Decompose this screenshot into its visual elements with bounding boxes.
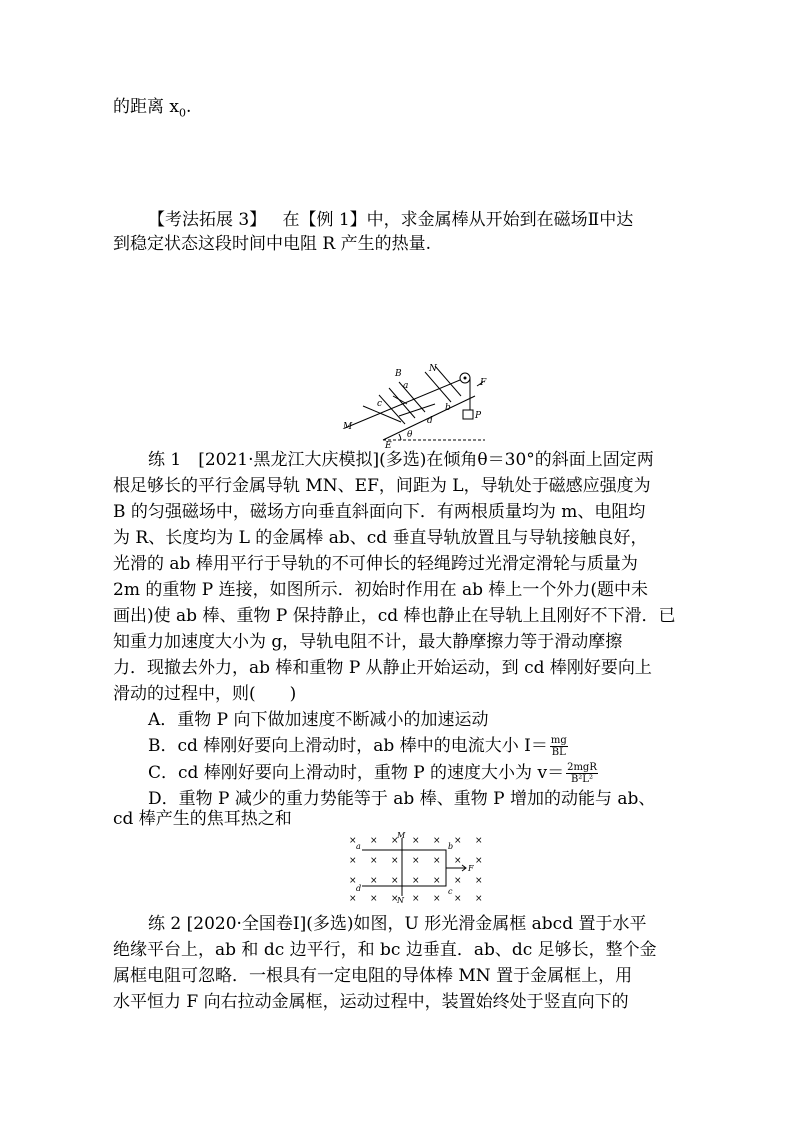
extension3-label: 【考法拓展 3】	[148, 210, 267, 230]
fig2-label-M: M	[397, 831, 406, 840]
fig2-label-c: c	[448, 887, 453, 896]
fig1-label-M: M	[343, 422, 353, 432]
field-cross: ×	[454, 894, 462, 904]
extension3-line2: 到稳定状态这段时间中电阻 R 产生的热量.	[113, 234, 432, 254]
incline-rail-figure	[335, 358, 495, 450]
practice2-line-3: 水平恒力 F 向右拉动金属框，运动过程中，装置始终处于竖直向下的	[113, 992, 629, 1012]
field-cross: ×	[475, 856, 483, 866]
field-cross: ×	[433, 894, 441, 904]
field-cross: ×	[370, 876, 378, 886]
fig1-label-F: F	[480, 378, 487, 388]
option-c-fraction: $\frac{\text{2mgR}}{\text{B²L²}}$	[567, 762, 597, 785]
practice1-line-7: 知重力加速度大小为 g，导轨电阻不计，最大静摩擦力等于滑动摩擦	[113, 632, 623, 652]
field-cross: ×	[454, 856, 462, 866]
intro-line: 的距离 $x_0$.	[113, 97, 192, 120]
field-cross: ×	[349, 894, 357, 904]
field-cross: ×	[433, 856, 441, 866]
field-cross: ×	[412, 894, 420, 904]
fig1-label-B: B	[395, 369, 402, 379]
fig2-label-a: a	[356, 842, 361, 851]
field-cross: ×	[475, 836, 483, 846]
practice2-line-2: 属框电阻可忽略．一根具有一定电阻的导体棒 MN 置于金属框上，用	[113, 966, 633, 986]
option-b: B．cd 棒刚好要向上滑动时，ab 棒中的电流大小 I＝ $\frac{mg}{BL}$	[148, 735, 567, 758]
fig1-label-P: P	[475, 411, 482, 421]
field-cross: ×	[370, 836, 378, 846]
field-cross: ×	[412, 856, 420, 866]
fig1-label-c: c	[377, 399, 383, 409]
fig1-label-a: a	[403, 381, 409, 391]
field-cross: ×	[475, 894, 483, 904]
fig1-label-theta: θ	[407, 430, 413, 440]
practice1-line-4: 光滑的 ab 棒用平行于导轨的不可伸长的轻绳跨过光滑定滑轮与质量为	[113, 554, 638, 574]
field-cross: ×	[433, 836, 441, 846]
fig1-label-b: b	[445, 403, 451, 413]
practice1-line-2: B 的匀强磁场中，磁场方向垂直斜面向下．有两根质量均为 m、电阻均	[113, 502, 646, 522]
u-frame-figure	[340, 828, 490, 904]
field-cross: ×	[391, 836, 399, 846]
field-cross: ×	[475, 876, 483, 886]
fig2-label-N: N	[397, 896, 404, 904]
field-cross: ×	[349, 836, 357, 846]
option-a: A．重物 P 向下做加速度不断减小的加速运动	[148, 710, 489, 730]
option-c: C．cd 棒刚好要向上滑动时，重物 P 的速度大小为 v＝ $\frac{\text{2mgR}}{\text{B²L²}}$	[148, 762, 597, 785]
fig2-label-d: d	[356, 884, 362, 893]
field-cross: ×	[391, 894, 399, 904]
practice1-line-1: 根足够长的平行金属导轨 MN、EF，间距为 L，导轨处于磁感应强度为	[113, 476, 651, 496]
field-cross: ×	[412, 836, 420, 846]
practice1-line-6: 画出)使 ab 棒、重物 P 保持静止，cd 棒也静止在导轨上且刚好不下滑．已	[113, 606, 676, 626]
fig2-label-F: F	[468, 864, 474, 873]
practice1-line-0: 练 1 [2021·黑龙江大庆模拟](多选)在倾角θ＝30°的斜面上固定两	[148, 450, 654, 470]
option-b-fraction: $\frac{mg}{BL}$	[550, 735, 567, 758]
fig1-label-N: N	[429, 364, 437, 374]
practice1-line-5: 2m 的重物 P 连接，如图所示．初始时作用在 ab 棒上一个外力(题中未	[113, 580, 649, 600]
field-cross: ×	[454, 876, 462, 886]
field-cross: ×	[454, 836, 462, 846]
option-d-line2: cd 棒产生的焦耳热之和	[113, 809, 292, 829]
fig1-label-d: d	[427, 416, 433, 426]
field-cross: ×	[391, 876, 399, 886]
practice2-line-1: 绝缘平台上，ab 和 dc 边平行，和 bc 边垂直．ab、dc 足够长，整个金	[113, 940, 657, 960]
field-cross: ×	[370, 856, 378, 866]
field-cross: ×	[391, 856, 399, 866]
practice1-line-8: 力．现撤去外力，ab 棒和重物 P 从静止开始运动，到 cd 棒刚好要向上	[113, 658, 652, 678]
field-cross: ×	[370, 894, 378, 904]
practice1-line-3: 为 R、长度均为 L 的金属棒 ab、cd 垂直导轨放置且与导轨接触良好，	[113, 528, 648, 548]
practice2-line-0: 练 2 [2020·全国卷Ⅰ](多选)如图，U 形光滑金属框 abcd 置于水平	[148, 914, 647, 934]
field-cross: ×	[349, 876, 357, 886]
field-cross: ×	[433, 876, 441, 886]
field-cross: ×	[349, 856, 357, 866]
option-d-line1: D．重物 P 减少的重力势能等于 ab 棒、重物 P 增加的动能与 ab、	[148, 789, 656, 809]
field-cross: ×	[412, 876, 420, 886]
practice1-line-9: 滑动的过程中，则( )	[113, 684, 297, 704]
extension3-line1: 【考法拓展 3】 在【例 1】中，求金属棒从开始到在磁场Ⅱ中达	[148, 210, 634, 230]
fig2-label-b: b	[448, 842, 454, 851]
fig1-label-E: E	[385, 441, 392, 450]
